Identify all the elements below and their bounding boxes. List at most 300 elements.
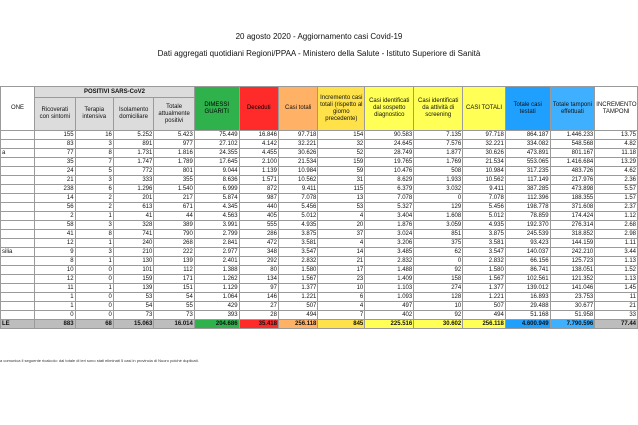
- value-cell: 10.984: [278, 167, 317, 176]
- value-cell: 1.064: [194, 293, 239, 302]
- value-cell: 8.629: [365, 176, 414, 185]
- value-cell: 0: [414, 194, 463, 203]
- value-cell: 198.778: [505, 203, 550, 212]
- value-cell: 1.57: [595, 194, 638, 203]
- value-cell: 1.608: [414, 212, 463, 221]
- value-cell: 1.416.684: [550, 158, 595, 167]
- value-cell: 30.602: [414, 320, 463, 329]
- value-cell: 138.051: [550, 266, 595, 275]
- value-cell: 21: [35, 176, 75, 185]
- value-cell: 2.100: [239, 158, 278, 167]
- screening-header: Casi identificati da attività di screening: [414, 87, 463, 131]
- value-cell: 405: [239, 212, 278, 221]
- value-cell: 97.718: [278, 131, 317, 140]
- value-cell: 13: [318, 194, 365, 203]
- value-cell: 141.046: [550, 284, 595, 293]
- value-cell: 3: [75, 140, 113, 149]
- value-cell: 891: [113, 140, 153, 149]
- dimessi-header: DIMESSI GUARITI: [194, 87, 239, 131]
- table-row: [1, 131, 638, 140]
- value-cell: 21: [318, 257, 365, 266]
- value-cell: 10: [35, 266, 75, 275]
- value-cell: 494: [278, 311, 317, 320]
- value-cell: 3.206: [365, 239, 414, 248]
- value-cell: 3: [75, 248, 113, 257]
- value-cell: 851: [414, 230, 463, 239]
- value-cell: 1.139: [239, 167, 278, 176]
- value-cell: 472: [239, 239, 278, 248]
- value-cell: 4.82: [595, 140, 638, 149]
- value-cell: 30.626: [278, 149, 317, 158]
- value-cell: 371.608: [550, 203, 595, 212]
- value-cell: 7.078: [463, 194, 506, 203]
- region-cell: [1, 284, 35, 293]
- value-cell: 121.352: [550, 275, 595, 284]
- value-cell: 3.875: [463, 230, 506, 239]
- page-title: 20 agosto 2020 - Aggiornamento casi Covid-19: [235, 32, 403, 41]
- value-cell: 276.314: [550, 221, 595, 230]
- region-cell: LE: [1, 320, 35, 329]
- value-cell: 548.568: [550, 140, 595, 149]
- value-cell: 2.832: [463, 257, 506, 266]
- value-cell: 1.789: [154, 158, 194, 167]
- value-cell: 440: [239, 203, 278, 212]
- region-cell: [1, 131, 35, 140]
- value-cell: 1.580: [278, 266, 317, 275]
- value-cell: 19.765: [365, 158, 414, 167]
- value-cell: 5.252: [113, 131, 153, 140]
- value-cell: 1.262: [194, 275, 239, 284]
- value-cell: 473.891: [505, 149, 550, 158]
- value-cell: 33: [595, 311, 638, 320]
- value-cell: 7.790.596: [550, 320, 595, 329]
- value-cell: 1.11: [595, 239, 638, 248]
- value-cell: 2.832: [278, 257, 317, 266]
- value-cell: 1.221: [278, 293, 317, 302]
- region-cell: [1, 176, 35, 185]
- covid-data-table: [0, 86, 638, 329]
- region-cell: [1, 293, 35, 302]
- value-cell: 51.168: [505, 311, 550, 320]
- value-cell: 21.534: [463, 158, 506, 167]
- region-cell: [1, 302, 35, 311]
- value-cell: 1: [75, 239, 113, 248]
- table-row: [1, 293, 638, 302]
- value-cell: 1.12: [595, 212, 638, 221]
- table-row: [1, 185, 638, 194]
- value-cell: 5: [75, 167, 113, 176]
- value-cell: 28: [239, 311, 278, 320]
- value-cell: 3.032: [414, 185, 463, 194]
- value-cell: 217.976: [550, 176, 595, 185]
- value-cell: 801: [154, 167, 194, 176]
- value-cell: 9: [35, 248, 75, 257]
- value-cell: 159: [113, 275, 153, 284]
- value-cell: 6: [75, 185, 113, 194]
- value-cell: 1.567: [463, 275, 506, 284]
- value-cell: 883: [35, 320, 75, 329]
- value-cell: 97.718: [463, 131, 506, 140]
- value-cell: 35: [35, 158, 75, 167]
- value-cell: 32.221: [278, 140, 317, 149]
- value-cell: 44: [154, 212, 194, 221]
- value-cell: 1.488: [365, 266, 414, 275]
- region-cell: [1, 158, 35, 167]
- value-cell: 9.411: [278, 185, 317, 194]
- value-cell: 210: [113, 248, 153, 257]
- value-cell: 41: [113, 212, 153, 221]
- value-cell: 1.747: [113, 158, 153, 167]
- value-cell: 3.024: [365, 230, 414, 239]
- value-cell: 864.187: [505, 131, 550, 140]
- value-cell: 20: [318, 221, 365, 230]
- value-cell: 92: [414, 311, 463, 320]
- value-cell: 77.44: [595, 320, 638, 329]
- value-cell: 1.540: [154, 185, 194, 194]
- deceduti-header: Deceduti: [239, 87, 278, 131]
- value-cell: 24.645: [365, 140, 414, 149]
- value-cell: 1.876: [365, 221, 414, 230]
- casi-totali-header: Casi totali: [278, 87, 317, 131]
- value-cell: 2.977: [194, 248, 239, 257]
- positivi-group-header: POSITIVI SARS-CoV2: [35, 87, 195, 98]
- value-cell: 154: [318, 131, 365, 140]
- value-cell: 6: [318, 293, 365, 302]
- value-cell: 23.753: [550, 293, 595, 302]
- value-cell: 0: [414, 257, 463, 266]
- value-cell: 256.118: [278, 320, 317, 329]
- table-row: [1, 302, 638, 311]
- value-cell: 8.636: [194, 176, 239, 185]
- table-row: [1, 248, 638, 257]
- table-row: [1, 221, 638, 230]
- value-cell: 507: [278, 302, 317, 311]
- value-cell: 11: [35, 284, 75, 293]
- region-cell: [1, 275, 35, 284]
- value-cell: 1: [75, 257, 113, 266]
- value-cell: 2: [75, 203, 113, 212]
- table-row: [1, 212, 638, 221]
- value-cell: 1.45: [595, 284, 638, 293]
- value-cell: 83: [35, 140, 75, 149]
- value-cell: 80: [239, 266, 278, 275]
- value-cell: 1.377: [463, 284, 506, 293]
- value-cell: 1.731: [113, 149, 153, 158]
- value-cell: 393: [194, 311, 239, 320]
- table-row: [1, 257, 638, 266]
- value-cell: 3.404: [365, 212, 414, 221]
- value-cell: 10: [414, 302, 463, 311]
- value-cell: 0: [75, 293, 113, 302]
- value-cell: 66.156: [505, 257, 550, 266]
- value-cell: 134: [239, 275, 278, 284]
- value-cell: 4.345: [194, 203, 239, 212]
- table-row: [1, 203, 638, 212]
- value-cell: 1: [75, 212, 113, 221]
- value-cell: 268: [154, 239, 194, 248]
- table-row: [1, 176, 638, 185]
- region-cell: [1, 140, 35, 149]
- value-cell: 52: [318, 149, 365, 158]
- table-row: [1, 266, 638, 275]
- value-cell: 1: [75, 284, 113, 293]
- value-cell: 2.799: [194, 230, 239, 239]
- value-cell: 139.012: [505, 284, 550, 293]
- value-cell: 37: [318, 230, 365, 239]
- value-cell: 0: [75, 266, 113, 275]
- value-cell: 355: [154, 176, 194, 185]
- value-cell: 741: [113, 230, 153, 239]
- value-cell: 158: [414, 275, 463, 284]
- value-cell: 845: [318, 320, 365, 329]
- value-cell: 32.221: [463, 140, 506, 149]
- value-cell: 130: [113, 257, 153, 266]
- value-cell: 497: [365, 302, 414, 311]
- value-cell: 4: [318, 302, 365, 311]
- region-cell: silia: [1, 248, 35, 257]
- value-cell: 10: [318, 284, 365, 293]
- value-cell: 7.576: [414, 140, 463, 149]
- value-cell: 1.409: [365, 275, 414, 284]
- value-cell: 115: [318, 185, 365, 194]
- value-cell: 144.159: [550, 239, 595, 248]
- region-cell: [1, 194, 35, 203]
- value-cell: 3.44: [595, 248, 638, 257]
- value-cell: 4.600.949: [505, 320, 550, 329]
- value-cell: 772: [113, 167, 153, 176]
- value-cell: 0: [35, 311, 75, 320]
- table-row: [1, 230, 638, 239]
- table-row: [1, 284, 638, 293]
- value-cell: 139: [113, 284, 153, 293]
- value-cell: 204.686: [194, 320, 239, 329]
- value-cell: 1.093: [365, 293, 414, 302]
- value-cell: 1.933: [414, 176, 463, 185]
- value-cell: 1: [35, 293, 75, 302]
- table-row: [1, 311, 638, 320]
- incremento-tamponi-header: INCREMENTO TAMPONI: [595, 87, 638, 131]
- value-cell: 2.68: [595, 221, 638, 230]
- value-cell: 1.13: [595, 257, 638, 266]
- value-cell: 494: [463, 311, 506, 320]
- terapia-header: Terapia intensiva: [75, 98, 113, 131]
- value-cell: 1.296: [113, 185, 153, 194]
- value-cell: 613: [113, 203, 153, 212]
- value-cell: 1.52: [595, 266, 638, 275]
- value-cell: 389: [154, 221, 194, 230]
- casi-totali2-header: CASI TOTALI: [463, 87, 506, 131]
- value-cell: 5.456: [278, 203, 317, 212]
- value-cell: 41: [35, 230, 75, 239]
- value-cell: 7.135: [414, 131, 463, 140]
- value-cell: 55: [154, 302, 194, 311]
- value-cell: 801.167: [550, 149, 595, 158]
- region-cell: [1, 266, 35, 275]
- value-cell: 402: [365, 311, 414, 320]
- value-cell: 3.581: [278, 239, 317, 248]
- value-cell: 1.580: [463, 266, 506, 275]
- value-cell: 10.562: [278, 176, 317, 185]
- region-cell: [1, 167, 35, 176]
- value-cell: 11: [595, 293, 638, 302]
- value-cell: 8: [75, 230, 113, 239]
- ricoverati-header: Ricoverati con sintomi: [35, 98, 75, 131]
- value-cell: 3.547: [278, 248, 317, 257]
- value-cell: 73: [154, 311, 194, 320]
- value-cell: 977: [154, 140, 194, 149]
- value-cell: 507: [463, 302, 506, 311]
- value-cell: 553.065: [505, 158, 550, 167]
- value-cell: 2: [35, 212, 75, 221]
- value-cell: 4.142: [239, 140, 278, 149]
- value-cell: 125.723: [550, 257, 595, 266]
- value-cell: 174.424: [550, 212, 595, 221]
- region-cell: [1, 185, 35, 194]
- value-cell: 58: [35, 221, 75, 230]
- value-cell: 93.423: [505, 239, 550, 248]
- value-cell: 129: [414, 203, 463, 212]
- value-cell: 21: [595, 302, 638, 311]
- value-cell: 171: [154, 275, 194, 284]
- value-cell: 12: [35, 275, 75, 284]
- value-cell: 2.841: [194, 239, 239, 248]
- value-cell: 90.583: [365, 131, 414, 140]
- value-cell: 151: [154, 284, 194, 293]
- tamponi-header: Totale tamponi effettuati: [550, 87, 595, 131]
- value-cell: 334.082: [505, 140, 550, 149]
- value-cell: 3: [75, 221, 113, 230]
- value-cell: 139: [154, 257, 194, 266]
- value-cell: 473.898: [550, 185, 595, 194]
- isolamento-header: Isolamento domiciliare: [113, 98, 153, 131]
- value-cell: 1.769: [414, 158, 463, 167]
- value-cell: 387.285: [505, 185, 550, 194]
- value-cell: 1.571: [239, 176, 278, 185]
- value-cell: 242.210: [550, 248, 595, 257]
- table-row: [1, 194, 638, 203]
- value-cell: 5.327: [365, 203, 414, 212]
- value-cell: 53: [113, 293, 153, 302]
- value-cell: 2.98: [595, 230, 638, 239]
- table-row: [1, 140, 638, 149]
- value-cell: 508: [414, 167, 463, 176]
- value-cell: 240: [113, 239, 153, 248]
- value-cell: 27: [239, 302, 278, 311]
- value-cell: 192.370: [505, 221, 550, 230]
- value-cell: 2.832: [365, 257, 414, 266]
- value-cell: 225.516: [365, 320, 414, 329]
- value-cell: 4: [318, 239, 365, 248]
- value-cell: 16.846: [239, 131, 278, 140]
- value-cell: 17: [318, 266, 365, 275]
- value-cell: 4: [318, 212, 365, 221]
- table-row: [1, 239, 638, 248]
- value-cell: 75.449: [194, 131, 239, 140]
- value-cell: 6.999: [194, 185, 239, 194]
- value-cell: 5.456: [463, 203, 506, 212]
- value-cell: 155: [35, 131, 75, 140]
- value-cell: 54: [113, 302, 153, 311]
- incremento-header: Incremento casi totali (rispetto al giorno precedente): [318, 87, 365, 131]
- value-cell: 4.563: [194, 212, 239, 221]
- value-cell: 8: [75, 149, 113, 158]
- value-cell: 318.852: [550, 230, 595, 239]
- region-cell: [1, 203, 35, 212]
- value-cell: 5.423: [154, 131, 194, 140]
- value-cell: 3: [75, 176, 113, 185]
- value-cell: 188.355: [550, 194, 595, 203]
- value-cell: 32: [318, 140, 365, 149]
- value-cell: 73: [113, 311, 153, 320]
- value-cell: 11.18: [595, 149, 638, 158]
- sospetto-header: Casi identificati dal sospetto diagnostico: [365, 87, 414, 131]
- value-cell: 1.129: [194, 284, 239, 293]
- value-cell: 12: [35, 239, 75, 248]
- value-cell: 23: [318, 275, 365, 284]
- value-cell: 1.388: [194, 266, 239, 275]
- value-cell: 4.455: [239, 149, 278, 158]
- value-cell: 3.581: [463, 239, 506, 248]
- value-cell: 14: [318, 248, 365, 257]
- value-cell: 16: [75, 131, 113, 140]
- value-cell: 3.991: [194, 221, 239, 230]
- value-cell: 10.562: [463, 176, 506, 185]
- value-cell: 7.078: [278, 194, 317, 203]
- value-cell: 17.645: [194, 158, 239, 167]
- value-cell: 201: [113, 194, 153, 203]
- totals-row: [1, 320, 638, 329]
- value-cell: 987: [239, 194, 278, 203]
- value-cell: 1.877: [414, 149, 463, 158]
- value-cell: 14: [35, 194, 75, 203]
- testati-header: Totale casi testati: [505, 87, 550, 131]
- value-cell: 101: [113, 266, 153, 275]
- value-cell: 30.626: [463, 149, 506, 158]
- value-cell: 0: [75, 311, 113, 320]
- table-row: [1, 149, 638, 158]
- table-row: [1, 275, 638, 284]
- value-cell: 5.012: [463, 212, 506, 221]
- value-cell: 4.935: [463, 221, 506, 230]
- value-cell: 3.547: [463, 248, 506, 257]
- value-cell: 1.103: [365, 284, 414, 293]
- value-cell: 872: [239, 185, 278, 194]
- value-cell: 483.726: [550, 167, 595, 176]
- value-cell: 555: [239, 221, 278, 230]
- value-cell: 2: [75, 194, 113, 203]
- region-cell: [1, 239, 35, 248]
- value-cell: 10.984: [463, 167, 506, 176]
- value-cell: 286: [239, 230, 278, 239]
- region-cell: a: [1, 149, 35, 158]
- value-cell: 1.377: [278, 284, 317, 293]
- value-cell: 59: [318, 167, 365, 176]
- value-cell: 6.379: [365, 185, 414, 194]
- value-cell: 16.014: [154, 320, 194, 329]
- value-cell: 78.859: [505, 212, 550, 221]
- table-row: [1, 158, 638, 167]
- value-cell: 117.149: [505, 176, 550, 185]
- value-cell: 1.446.233: [550, 131, 595, 140]
- value-cell: 1.816: [154, 149, 194, 158]
- value-cell: 102.561: [505, 275, 550, 284]
- value-cell: 86.741: [505, 266, 550, 275]
- value-cell: 24.355: [194, 149, 239, 158]
- value-cell: 13.29: [595, 158, 638, 167]
- value-cell: 28.749: [365, 149, 414, 158]
- value-cell: 31: [318, 176, 365, 185]
- value-cell: 13.75: [595, 131, 638, 140]
